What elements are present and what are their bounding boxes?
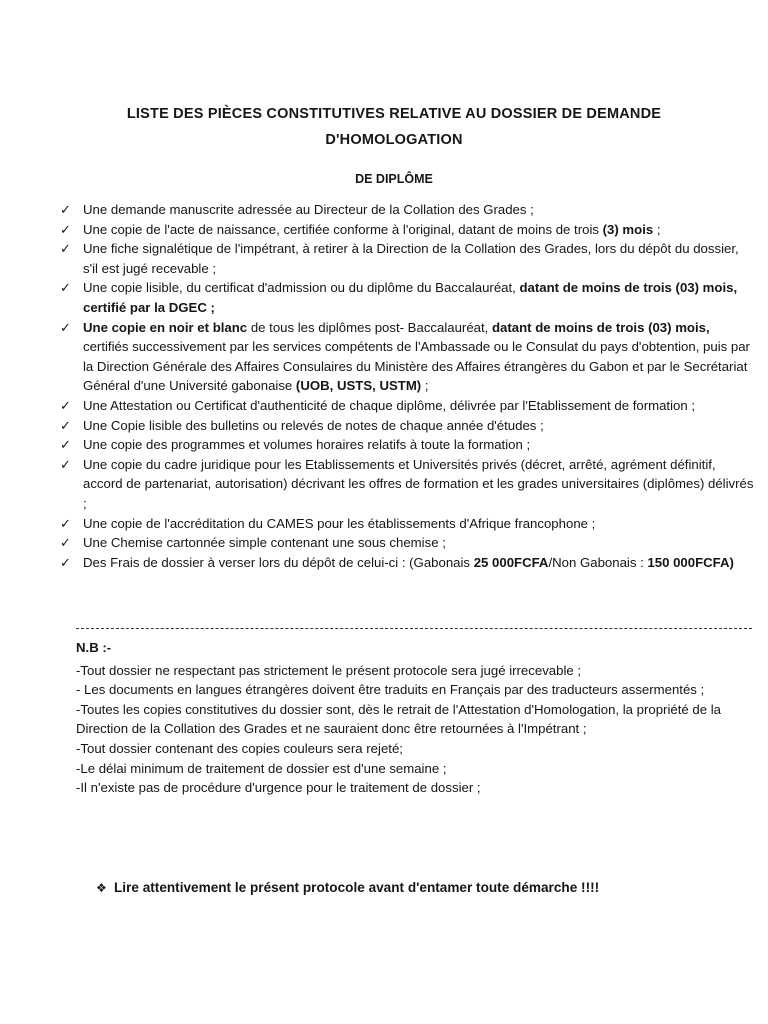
- checkmark-icon: ✓: [60, 202, 71, 217]
- footer-notice: [96, 880, 736, 895]
- note-line: -Tout dossier ne respectant pas strictement le présent protocole sera jugé irrecevable ;: [76, 662, 582, 678]
- item-text-bold: (UOB, USTS, USTM): [295, 378, 422, 394]
- item-text: Une demande manuscrite adressée au Directeur de la Collation des Grades ;: [83, 202, 534, 217]
- note-line: -Il n'existe pas de procédure d'urgence pour le traitement de dossier ;: [76, 780, 481, 796]
- item-text: Une copie lisible, du certificat d'admission ou du diplôme du Baccalauréat,: [83, 280, 520, 296]
- notes-section: [76, 638, 756, 798]
- item-text: de tous les diplômes post- Baccalauréat,: [247, 319, 492, 335]
- item-text: Une copie de l'acte de naissance, certifiée conforme à l'original, datant de moins de trois: [83, 221, 603, 237]
- item-text-bold: datant de moins de trois (03) mois,: [492, 319, 710, 335]
- section-divider: [76, 628, 752, 629]
- list-item: [60, 396, 756, 416]
- checkmark-icon: ✓: [60, 554, 71, 570]
- document-subtitle: DE DIPLÔME: [355, 172, 433, 186]
- list-item: [60, 220, 756, 240]
- notes-heading: N.B :-: [76, 640, 112, 655]
- document-title-line-1: LISTE DES PIÈCES CONSTITUTIVES RELATIVE AU DOSSIER DE DEMANDE: [126, 106, 662, 122]
- list-item: [60, 533, 756, 553]
- checkmark-icon: ✓: [60, 221, 71, 237]
- document-title-line-2: D'HOMOLOGATION: [325, 132, 463, 148]
- item-text-bold: 150 000FCFA): [647, 554, 734, 570]
- checkmark-icon: ✓: [60, 319, 71, 335]
- list-item: [60, 278, 756, 317]
- checkmark-icon: ✓: [60, 456, 71, 472]
- item-text: certifiés successivement par les services compétents de l'Ambassade ou le Consulat du pays d'obtention, puis par la Direction Générale des Affaires Consulaires du Ministère des Affaires étrangères du Gabon et par le Secrétariat Général d'une Université gabonaise: [83, 339, 750, 394]
- list-item: [60, 239, 756, 278]
- item-text: Une copie des programmes et volumes horaires relatifs à toute la formation ;: [83, 437, 531, 453]
- checkmark-icon: ✓: [60, 417, 71, 433]
- checkmark-icon: ✓: [60, 397, 71, 413]
- item-text-bold: Une copie en noir et blanc: [83, 319, 248, 335]
- footer-text: Lire attentivement le présent protocole avant d'entamer toute démarche !!!!: [114, 880, 600, 895]
- list-item: [60, 455, 756, 514]
- item-text: Une Chemise cartonnée simple contenant une sous chemise ;: [83, 535, 446, 551]
- checkmark-icon: ✓: [60, 280, 71, 296]
- item-text: /Non Gabonais :: [548, 554, 648, 570]
- note-line: -Toutes les copies constitutives du dossier sont, dès le retrait de l'Attestation d'Homologation, la propriété de la Direction de la Collation des Grades et ne sauraient donc être retournées à l'Impétrant ;: [76, 701, 721, 737]
- note-line: -Tout dossier contenant des copies couleurs sera rejeté;: [76, 740, 403, 756]
- list-item: [60, 435, 756, 455]
- diamond-bullet-icon: ❖: [96, 881, 107, 895]
- item-text-bold: 25 000FCFA: [473, 554, 549, 570]
- note-line: - Les documents en langues étrangères doivent être traduits en Français par des traducteurs assermentés ;: [76, 682, 705, 698]
- note-line: -Le délai minimum de traitement de dossier est d'une semaine ;: [76, 760, 447, 776]
- list-item: [60, 318, 756, 396]
- checkmark-icon: ✓: [60, 515, 71, 531]
- checkmark-icon: ✓: [60, 241, 71, 257]
- item-text: Des Frais de dossier à verser lors du dépôt de celui-ci : (Gabonais: [83, 554, 474, 570]
- list-item: [60, 514, 756, 534]
- item-text: ;: [653, 221, 661, 237]
- item-text: Une copie de l'accréditation du CAMES pour les établissements d'Afrique francophone ;: [83, 515, 596, 531]
- list-item: [60, 553, 756, 573]
- item-text: Une copie du cadre juridique pour les Etablissements et Universités privés (décret, arrêté, agrément définitif, accord de partenariat, autorisation) décrivant les offres de formation et les grades universitaires (diplômes) délivrés ;: [83, 456, 754, 511]
- item-text: ;: [421, 378, 429, 394]
- checkmark-icon: ✓: [60, 437, 71, 453]
- list-item: [60, 200, 756, 220]
- checkmark-icon: ✓: [60, 535, 71, 551]
- item-text-bold: datant de moins de trois (03) mois, certifié par la DGEC ;: [83, 280, 738, 315]
- item-text-bold: (3) mois: [602, 221, 654, 237]
- list-item: [60, 416, 756, 436]
- item-text: Une Attestation ou Certificat d'authenticité de chaque diplôme, délivrée par l'Etablissement de formation ;: [83, 397, 696, 413]
- required-documents-list: [60, 200, 756, 572]
- item-text: Une Copie lisible des bulletins ou relevés de notes de chaque année d'études ;: [83, 417, 544, 433]
- item-text: Une fiche signalétique de l'impétrant, à retirer à la Direction de la Collation des Grades, lors du dépôt du dossier, s'il est jugé recevable ;: [83, 241, 739, 276]
